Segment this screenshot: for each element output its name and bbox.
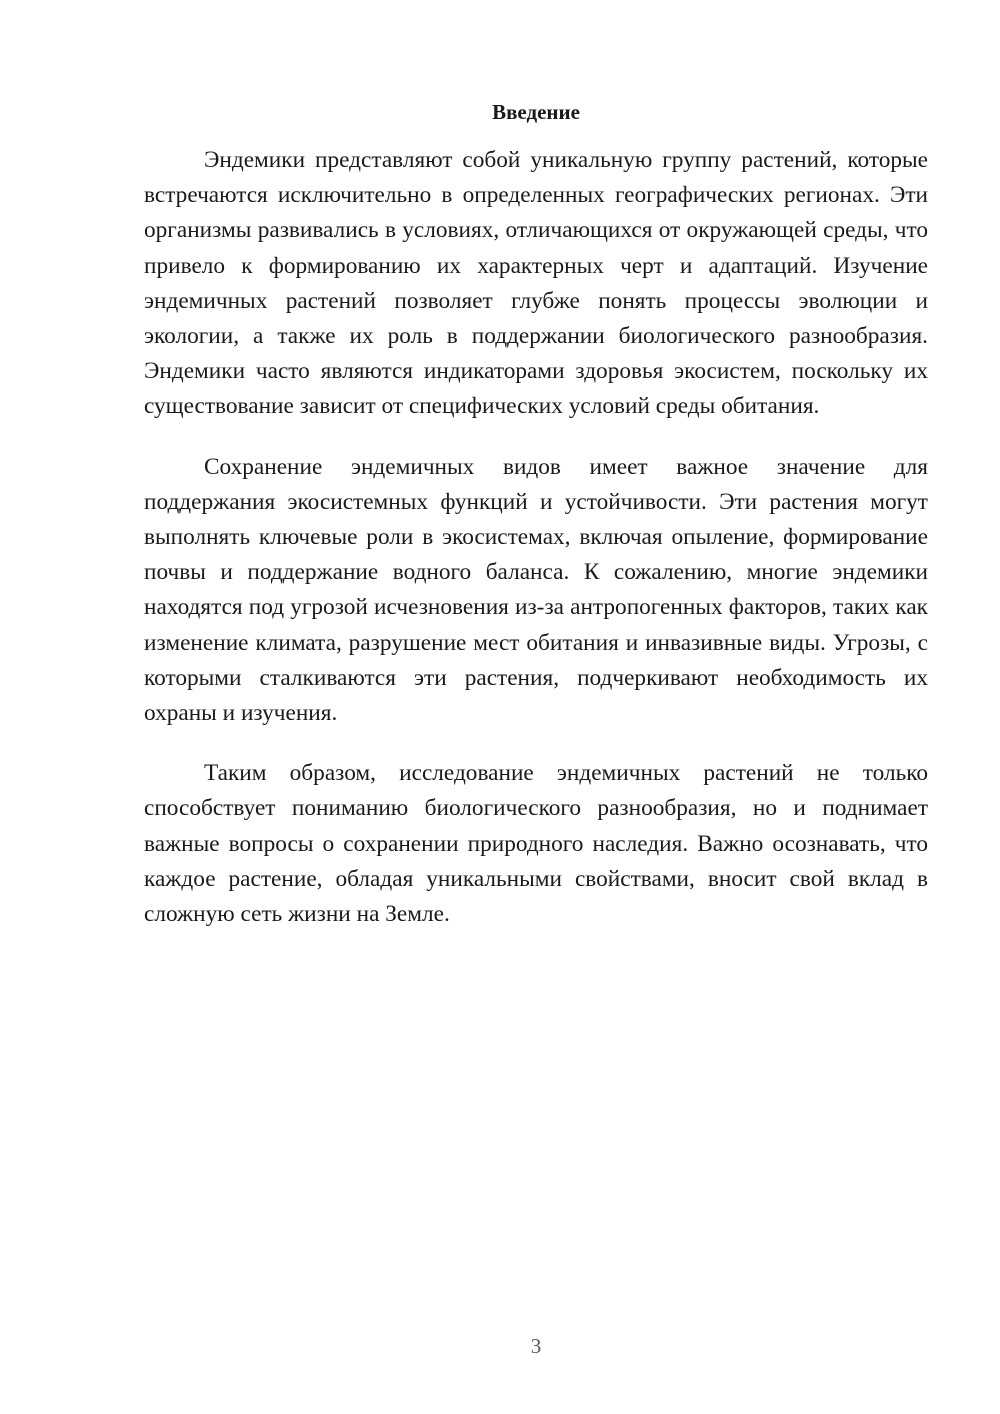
paragraph-1: Эндемики представляют собой уникальную группу растений, которые встречаются исключительно в определенных географических регионах. Эти организмы развивались в условиях, отличающихся от окружающей среды, что привело к формированию их характерных черт и адаптаций. Изучение эндемичных растений позволяет глубже понять процессы эволюции и экологии, а также их роль в поддержании биологического разнообразия. Эндемики часто являются индикаторами здоровья экосистем, поскольку их существование зависит от специфических условий среды обитания. bbox=[144, 147, 928, 420]
section-title: Введение bbox=[492, 100, 580, 124]
body-text bbox=[144, 143, 928, 957]
paragraph-3: Таким образом, исследование эндемичных растений не только способствует пониманию биологического разнообразия, но и поднимает важные вопросы о сохранении природного наследия. Важно осознавать, что каждое растение, обладая уникальными свойствами, вносит свой вклад в сложную сеть жизни на Земле. bbox=[144, 760, 928, 928]
page-number: 3 bbox=[530, 1334, 542, 1358]
paragraph-2: Сохранение эндемичных видов имеет важное значение для поддержания экосистемных функций и устойчивости. Эти растения могут выполнять ключевые роли в экосистемах, включая опыление, формирование почвы и поддержание водного баланса. К сожалению, многие эндемики находятся под угрозой исчезновения из-за антропогенных факторов, таких как изменение климата, разрушение мест обитания и инвазивные виды. Угрозы, с которыми сталкиваются эти растения, подчеркивают необходимость их охраны и изучения. bbox=[144, 453, 928, 727]
